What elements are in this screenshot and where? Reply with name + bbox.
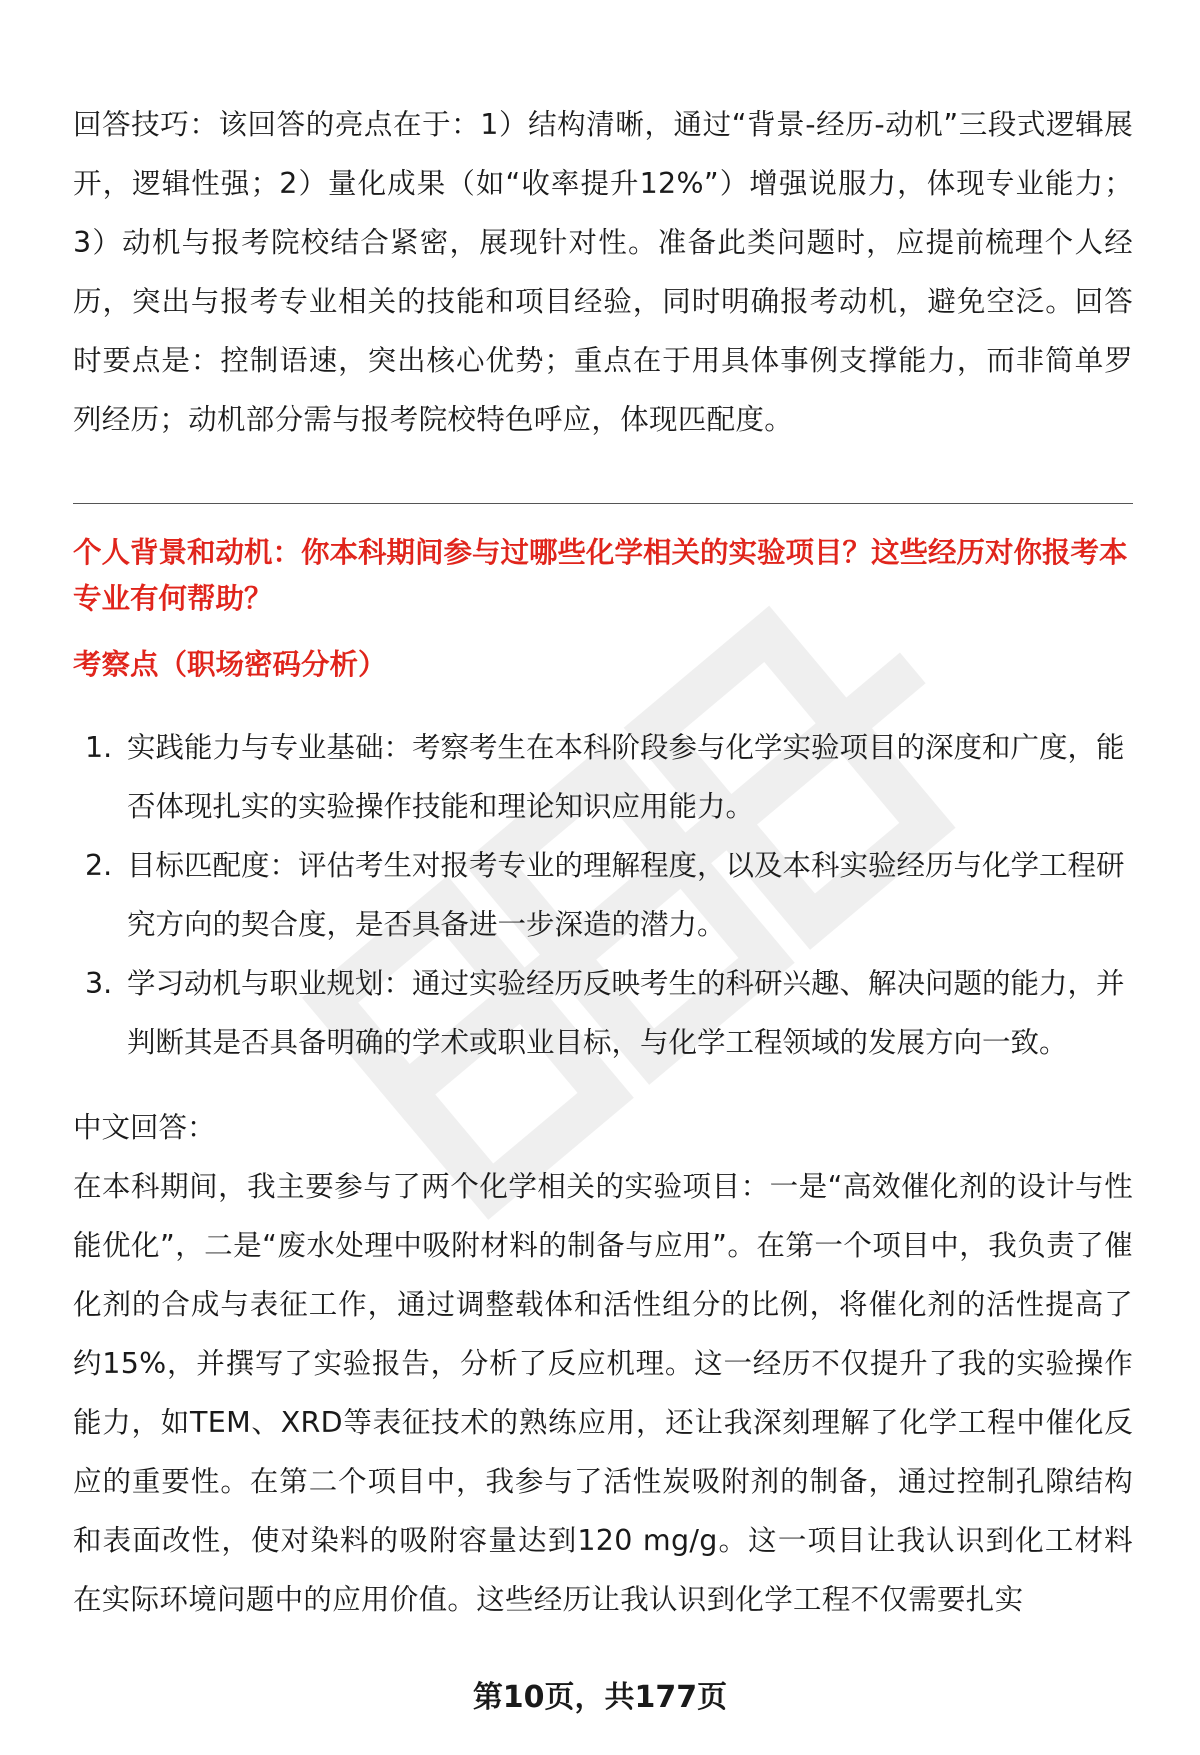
list-number: 1. [85,731,113,764]
answer-paragraph: 在本科期间，我主要参与了两个化学相关的实验项目：一是“高效催化剂的设计与性能优化”，二是“废水处理中吸附材料的制备与应用”。在第一个项目中，我负责了催化剂的合成与表征工作，通过调整载体和活性组分的比例，将催化剂的活性提高了约15%，并撰写了实验报告，分析了反应机理。这一经历不仅提升了我的实验操作能力，如TEM、XRD等表征技术的熟练应用，还让我深刻理解了化学工程中催化反应的重要性。在第二个项目中，我参与了活性炭吸附剂的制备，通过控制孔隙结构和表面改性，使对染料的吸附容量达到120 mg/g。这一项目让我认识到化工材料在实际环境问题中的应用价值。这些经历让我认识到化学工程不仅需要扎实 [73,1170,1133,1616]
list-item [73,836,1133,954]
list-number: 2. [85,849,113,882]
page-number-footer: 第10页，共177页 [472,1680,728,1715]
list-number: 3. [85,967,113,1000]
list-item-text: 实践能力与专业基础：考察考生在本科阶段参与化学实验项目的深度和广度，能否体现扎实的实验操作技能和理论知识应用能力。 [127,731,1125,823]
list-item-text: 目标匹配度：评估考生对报考专业的理解程度，以及本科实验经历与化学工程研究方向的契合度，是否具备进一步深造的潜力。 [127,849,1125,941]
list-item [73,718,1133,836]
list-item [73,954,1133,1072]
question-heading: 个人背景和动机：你本科期间参与过哪些化学相关的实验项目？这些经历对你报考本专业有何帮助？ [73,536,1128,615]
points-heading: 考察点（职场密码分析） [73,648,387,681]
evaluation-points-list [73,718,1133,1072]
section-divider [73,503,1133,504]
answer-tips-paragraph: 回答技巧：该回答的亮点在于：1）结构清晰，通过“背景-经历-动机”三段式逻辑展开，逻辑性强；2）量化成果（如“收率提升12%”）增强说服力，体现专业能力；3）动机与报考院校结合紧密，展现针对性。准备此类问题时，应提前梳理个人经历，突出与报考专业相关的技能和项目经验，同时明确报考动机，避免空泛。回答时要点是：控制语速，突出核心优势；重点在于用具体事例支撑能力，而非简单罗列经历；动机部分需与报考院校特色呼应，体现匹配度。 [73,108,1133,436]
list-item-text: 学习动机与职业规划：通过实验经历反映考生的科研兴趣、解决问题的能力，并判断其是否具备明确的学术或职业目标，与化学工程领域的发展方向一致。 [127,967,1125,1059]
answer-label: 中文回答： [73,1111,216,1144]
